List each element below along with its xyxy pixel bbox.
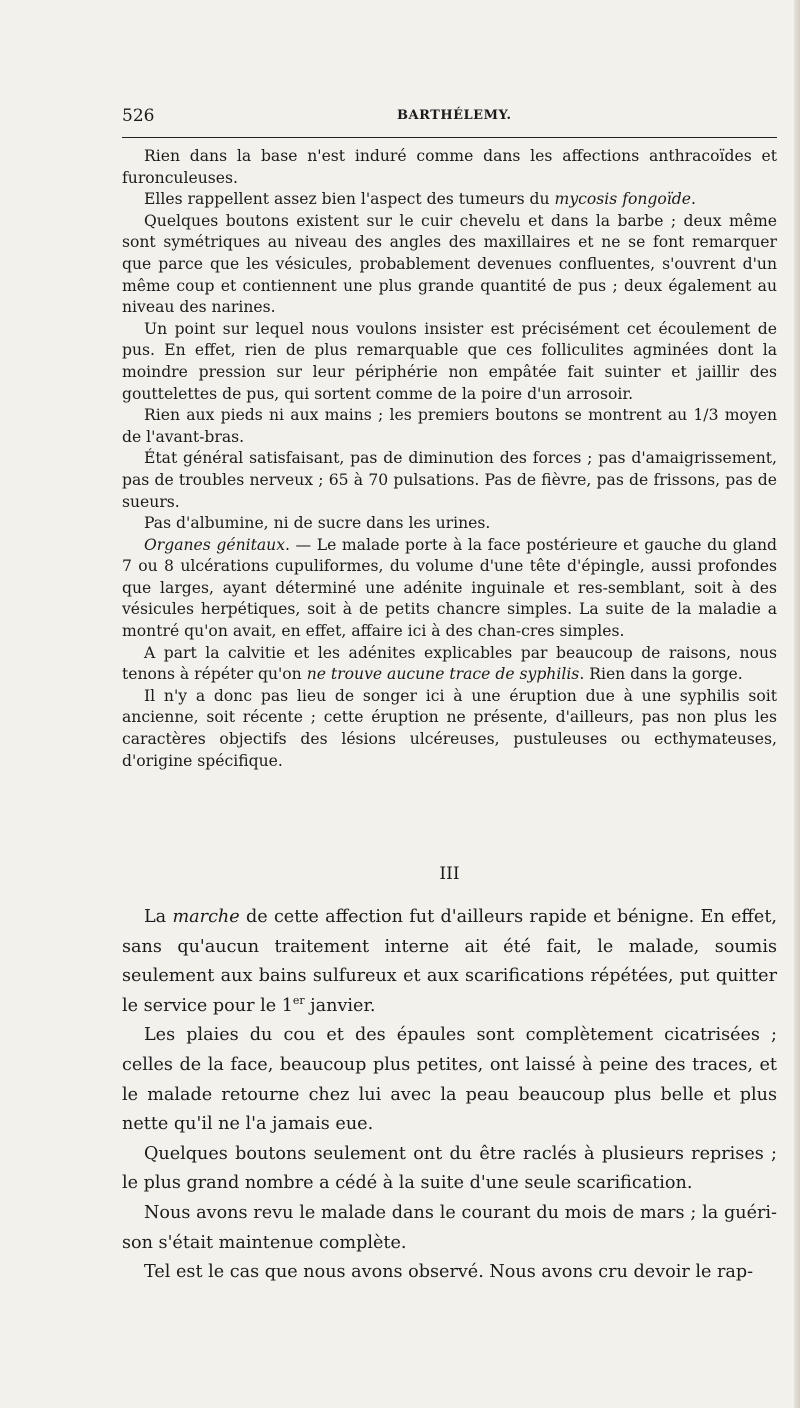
text-run: . xyxy=(691,190,696,209)
paragraph xyxy=(122,535,777,643)
text-line: Pas d'albumine, ni de sucre dans les urines. xyxy=(144,514,491,533)
lower-text-block xyxy=(122,903,777,1288)
text-run: de cette affection fut d'ailleurs rapide et bénigne. En effet, sans qu'aucun traitement interne ait été fait, le malade, soumis seulement aux bains sulfureux et aux scarifications répétées, put quitter le service pour le 1 xyxy=(122,907,777,1016)
italic-text: Organes génitaux xyxy=(144,535,286,554)
text-line: Il n'y a donc pas lieu de songer ici à une éruption due à une syphilis soit xyxy=(144,686,777,705)
text-run: . Rien dans la gorge. xyxy=(579,665,743,684)
text-line: Nous avons revu le malade dans le courant du mois de mars ; la guéri xyxy=(144,1202,777,1223)
text-line: moyen de l'avant-bras. xyxy=(122,406,777,446)
text-run: Elles rappellent assez bien l'aspect des tumeurs du xyxy=(144,190,555,209)
paragraph xyxy=(122,189,777,211)
text-run: A part la calvitie et les adénites explicables par beaucoup de raisons, nous tenons à répéter qu'on xyxy=(122,643,777,684)
paragraph xyxy=(122,513,777,535)
text-line: d'un même coup et contiennent une plus grande quantité de pus ; deux égale xyxy=(122,254,777,295)
text-line: Rien aux pieds ni aux mains ; les premiers boutons se montrent au 1/3 xyxy=(144,406,725,425)
paragraph xyxy=(122,211,777,319)
text-line: Un point sur lequel nous voulons insister est précisément cet écoulement xyxy=(144,319,758,338)
italic-text: marche xyxy=(172,907,240,927)
paragraph xyxy=(122,1199,777,1258)
text-line: État général satisfaisant, pas de diminution des forces ; pas d'amaigrisse xyxy=(144,449,732,468)
text-line: plus grand nombre a cédé à la suite d'une seule scarification. xyxy=(143,1173,693,1194)
text-run: La xyxy=(144,907,173,927)
page-header xyxy=(122,105,782,127)
paragraph xyxy=(122,1258,777,1288)
superscript-text: er xyxy=(292,993,305,1007)
paragraph xyxy=(122,1021,777,1139)
header-rule xyxy=(122,137,777,138)
paragraph xyxy=(122,448,777,513)
text-line: ment, pas de troubles nerveux ; 65 à 70 pulsations. Pas de fièvre, pas de xyxy=(122,449,777,489)
text-line: gouttelettes de pus, qui sortent comme de la poire d'un arrosoir. xyxy=(122,384,634,403)
paragraph xyxy=(122,319,777,405)
text-line: Quelques boutons seulement ont du être raclés à plusieurs reprises ; le xyxy=(122,1143,777,1194)
text-run: janvier. xyxy=(304,995,376,1016)
page-number: 526 xyxy=(122,106,155,126)
text-line: les caractères objectifs des lésions ulcéreuses, pustuleuses ou ecthymateuses, xyxy=(122,708,777,749)
paragraph xyxy=(122,1140,777,1199)
paragraph xyxy=(122,903,777,1021)
text-line: frissons, pas de sueurs. xyxy=(122,470,778,511)
text-line: Quelques boutons existent sur le cuir chevelu et dans la barbe ; deux même xyxy=(144,211,777,230)
text-line: ment au niveau des narines. xyxy=(122,276,777,317)
paragraph xyxy=(122,405,777,448)
italic-text: mycosis fongoïde xyxy=(554,190,691,209)
section-number: III xyxy=(439,864,460,884)
paragraph xyxy=(122,643,777,686)
text-line: d'origine spécifique. xyxy=(122,751,283,770)
text-line: sont symétriques au niveau des angles des maxillaires et ne se font remar xyxy=(122,233,741,252)
text-line: Les plaies du cou et des épaules sont complètement cicatrisées ; celles xyxy=(122,1025,777,1075)
text-line: malade retourne chez lui avec la peau beaucoup plus belle et plus nette xyxy=(122,1084,777,1135)
page-edge-shadow xyxy=(794,0,800,1408)
italic-text: ne trouve aucune trace de syphilis xyxy=(306,665,580,684)
text-run: . — Le malade porte à la face postérieure et gauche du gland 7 ou 8 ulcérations cupuliformes, du volume d'une tête d'épingle, aussi profondes que larges, ayant déterminé une adénite inguinale et res-semblant, soit à des vésicules herpétiques, soit à de petits chancre simples. La suite de la maladie a montré qu'on avait, en effet, affaire ici à des chan-cres simples. xyxy=(122,535,777,641)
text-line: de pus. En effet, rien de plus remarquable que ces folliculites agminées dont xyxy=(122,319,777,360)
text-line: son s'était maintenue complète. xyxy=(122,1232,407,1253)
text-line: Tel est le cas que nous avons observé. Nous avons cru devoir le rap- xyxy=(144,1262,754,1283)
text-line: ancienne, soit récente ; cette éruption ne présente, d'ailleurs, pas non plus xyxy=(122,708,755,727)
paragraph xyxy=(122,146,777,189)
text-line: la moindre pression sur leur périphérie non empâtée fait suinter et jaillir des xyxy=(122,341,777,381)
text-line: qu'il ne l'a jamais eue. xyxy=(173,1114,374,1135)
text-line: quer que parce que les vésicules, probablement devenues confluentes, s'ouvrent xyxy=(122,233,777,273)
text-line: de la face, beaucoup plus petites, ont laissé à peine des traces, et le xyxy=(122,1054,777,1105)
running-title: BARTHÉLEMY. xyxy=(397,108,512,123)
text-line: Rien dans la base n'est induré comme dans les affections anthracoïdes et xyxy=(144,147,777,165)
upper-text-block xyxy=(122,146,777,772)
paragraph xyxy=(122,686,777,772)
text-line: furonculeuses. xyxy=(122,168,238,187)
